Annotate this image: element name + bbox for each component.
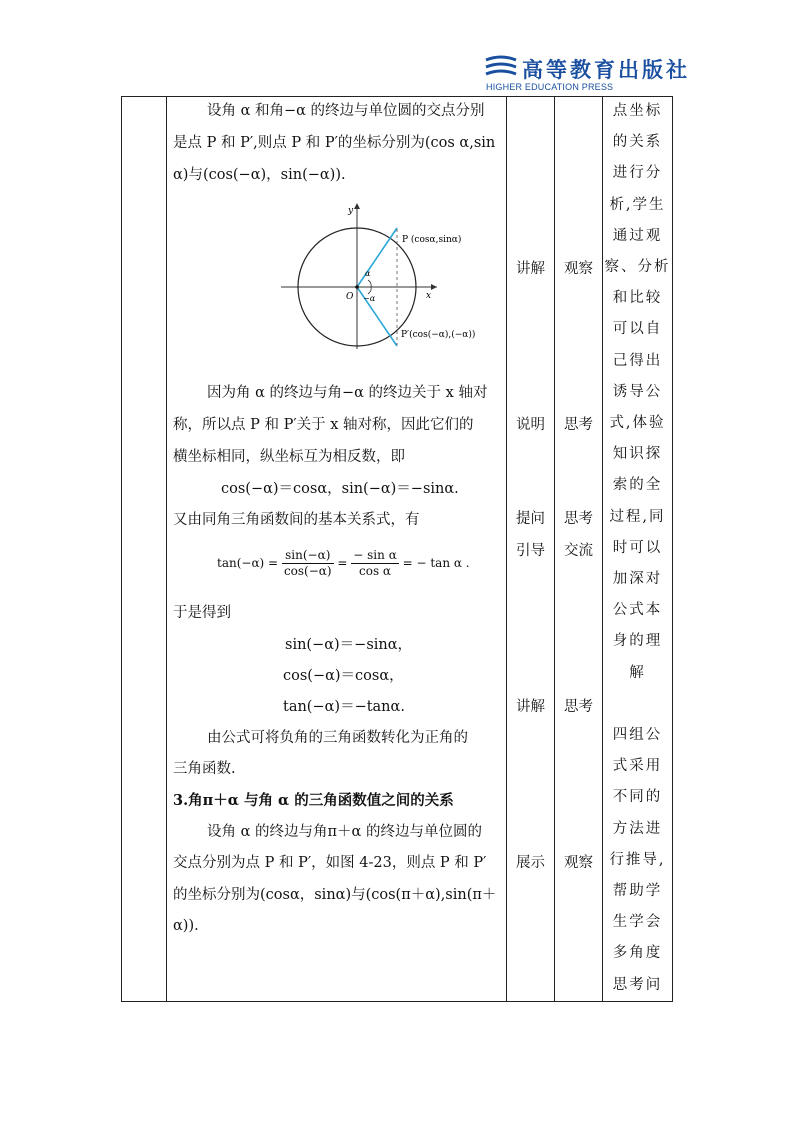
publisher-logo: [484, 52, 690, 94]
design-intent-line: 过程,同: [609, 508, 666, 525]
formula-line: tan(−α)＝−tanα.: [283, 699, 405, 715]
angle-neg-alpha-label: −α: [363, 294, 376, 303]
design-intent-line: 可以自: [612, 321, 663, 338]
teacher-activity: 展示: [516, 855, 545, 871]
design-intent-line: 行推导,: [609, 851, 666, 868]
teacher-activity: 说明: [516, 417, 545, 433]
content-line: 设角 α 和角−α 的终边与单位圆的交点分别: [207, 103, 485, 119]
design-intent-line: 诱导公: [612, 383, 663, 400]
content-line: 称，所以点 P 和 P′关于 x 轴对称，因此它们的: [173, 417, 474, 433]
content-line: α)与(cos(−α)，sin(−α)).: [173, 167, 346, 183]
design-intent-line: 察、分析: [604, 259, 671, 275]
fraction: [351, 548, 399, 579]
teacher-activity: 提问: [516, 511, 545, 527]
design-intent-line: 通过观: [612, 227, 663, 244]
content-line: 的坐标分别为(cosα，sinα)与(cos(π＋α),sin(π＋: [173, 887, 497, 903]
content-line: 因为角 α 的终边与角−α 的终边关于 x 轴对: [207, 385, 488, 401]
tan-eq-mid: =: [337, 556, 348, 570]
content-line: 于是得到: [173, 605, 231, 621]
student-activity: 交流: [564, 543, 593, 559]
angle-alpha-label: α: [365, 269, 371, 278]
publisher-logo-icon: [484, 54, 518, 80]
design-intent-line: 思考问: [612, 976, 663, 993]
x-axis-label: x: [426, 291, 432, 301]
content-line: 交点分别为点 P 和 P′，如图 4-23，则点 P 和 P′: [173, 855, 487, 871]
design-intent-line: 四组公: [612, 727, 663, 743]
design-intent-line: 帮助学: [612, 883, 663, 899]
design-intent-line: 身的理: [612, 633, 663, 650]
student-activity: 思考: [564, 699, 593, 715]
unit-circle-figure: [237, 201, 476, 351]
publisher-name-cn: 高等教育出版社: [522, 57, 690, 82]
design-intent-line: 的关系: [612, 134, 663, 151]
section-heading: 3.角π＋α 与角 α 的三角函数值之间的关系: [173, 792, 454, 809]
design-intent-line: 不同的: [612, 789, 663, 806]
numerator: sin(−α): [282, 548, 334, 564]
tan-eq-lhs: tan(−α) =: [217, 556, 279, 570]
formula-line: sin(−α)＝−sinα，: [285, 637, 413, 653]
column-teacher-activity: [507, 97, 555, 1002]
column-stage: [122, 97, 167, 1002]
denominator: cos(−α): [283, 564, 332, 578]
student-activity: 观察: [564, 261, 593, 277]
y-axis-label: y: [348, 206, 354, 216]
denominator: cos α: [359, 564, 392, 578]
content-line: 由公式可将负角的三角函数转化为正角的: [207, 730, 468, 746]
design-intent-line: 生学会: [612, 914, 663, 931]
formula-line: cos(−α)＝cosα，: [283, 668, 404, 684]
design-intent-line: 公式本: [612, 602, 663, 619]
design-intent-line: 索的全: [612, 477, 663, 494]
student-activity: 观察: [564, 855, 593, 871]
student-activity: 思考: [564, 417, 593, 433]
design-intent-line: 析,学生: [609, 196, 666, 213]
column-content: [167, 97, 507, 1002]
fraction: [282, 548, 334, 579]
content-line: 是点 P 和 P′,则点 P 和 P′的坐标分别为(cos α,sin: [173, 135, 496, 151]
design-intent-line: 方法进: [612, 820, 663, 837]
column-student-activity: [555, 97, 603, 1002]
origin-label: O: [346, 292, 354, 302]
content-line: 设角 α 的终边与角π＋α 的终边与单位圆的: [207, 824, 482, 840]
design-intent-line: 和比较: [612, 290, 663, 307]
design-intent-line: 时可以: [612, 539, 663, 556]
design-intent-line: 己得出: [612, 352, 663, 369]
point-p-prime-label: P′(cos(−α),(−α)): [401, 330, 476, 340]
publisher-name-en: HIGHER EDUCATION PRESS: [486, 82, 614, 92]
design-intent-line: 知识探: [612, 446, 663, 463]
design-intent-line: 式采用: [612, 758, 663, 775]
content-line: 横坐标相同，纵坐标互为相反数，即: [173, 449, 405, 465]
teacher-activity: 讲解: [516, 261, 545, 277]
design-intent-line: 多角度: [612, 945, 663, 962]
design-intent-line: 点坐标: [612, 103, 663, 119]
tan-equation: [217, 543, 470, 583]
teacher-activity: 讲解: [516, 699, 545, 715]
lesson-table: [121, 96, 673, 1002]
numerator: − sin α: [353, 548, 397, 562]
tan-eq-rhs: = − tan α .: [402, 556, 470, 570]
content-line: 又由同角三角函数间的基本关系式，有: [173, 512, 420, 528]
design-intent-line: 式,体验: [609, 415, 666, 431]
student-activity: 思考: [564, 511, 593, 527]
point-p-label: P (cosα,sinα): [402, 235, 462, 245]
content-line: α)).: [173, 918, 199, 934]
design-intent-line: 解: [629, 664, 646, 681]
column-design-intent: [603, 97, 673, 1002]
teacher-activity: 引导: [516, 543, 545, 559]
design-intent-line: 加深对: [612, 571, 663, 587]
content-line: 三角函数.: [173, 761, 236, 777]
formula-line: cos(−α)＝cosα，sin(−α)＝−sinα.: [221, 481, 459, 497]
design-intent-line: 进行分: [612, 165, 663, 182]
